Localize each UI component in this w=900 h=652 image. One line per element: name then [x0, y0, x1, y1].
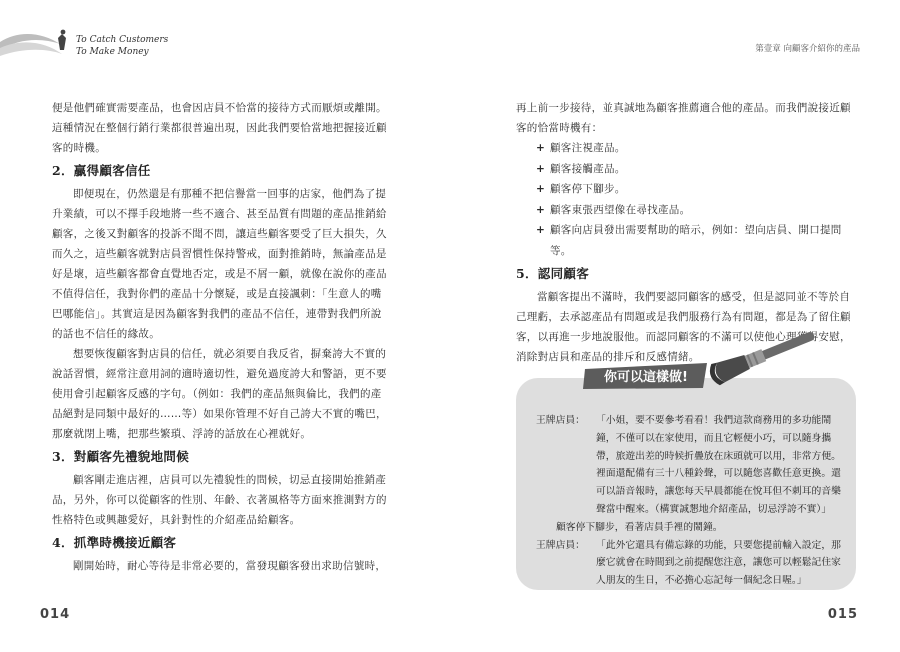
- section-title-4: 4．抓準時機接近顧客: [52, 535, 177, 550]
- list-item: + 顧客停下腳步。: [536, 179, 856, 200]
- brand-line-2: To Make Money: [76, 47, 149, 57]
- dialog-action: 顧客停下腳步，看著店員手裡的鬧鐘。: [556, 521, 723, 533]
- section-2-paragraph-2: 想要恢復顧客對店員的信任，就必須要自我反省，摒棄誇大不實的說話習慣，經常注意用詞的適時適切性，避免過度誇大和警語，更不要使用會引起顧客反感的字句。（例如：我們的產品無與倫比，我們的產品絕對是同類中最好的……等）如果你管理不好自己誇大不實的嘴巴，那麼就閉上嘴，把那些繁瑣、浮誇的話放在心裡就好。: [52, 348, 387, 440]
- swoosh-logo-icon: [0, 28, 80, 68]
- page-number-right: 015: [827, 607, 858, 622]
- brand-title: [76, 34, 168, 58]
- plus-icon: +: [536, 203, 546, 216]
- brand-line-1: To Catch Customers: [76, 35, 169, 45]
- speaker-label: 王牌店員：: [536, 415, 585, 426]
- plus-icon: +: [536, 142, 546, 154]
- section-3-paragraph-1: 顧客剛走進店裡，店員可以先禮貌性的問候，切忌直接開始推銷產品，另外，你可以從顧客的性別、年齡、衣著風格等方面來推測對方的性格特色或興趣愛好，具針對性的介紹產品給顧客。: [52, 474, 387, 526]
- right-page: [450, 0, 900, 652]
- tip-dialog: [536, 412, 841, 590]
- timing-list: [516, 138, 856, 261]
- plus-icon: +: [536, 162, 546, 175]
- section-title-3: 3．對顧客先禮貌地問候: [52, 449, 189, 464]
- chapter-header: 第壹章 向顧客介紹你的產品: [755, 44, 860, 54]
- section-title-5: 5．認同顧客: [516, 266, 589, 281]
- list-item: + 顧客接觸產品。: [536, 159, 856, 180]
- section-5-paragraph-1: 當顧客提出不滿時，我們要認同顧客的感受，但是認同並不等於自己理虧，去承認產品有問題或是我們服務行為有問題，都是為了留住顧客，以再進一步地說服他。而認同顧客的不滿可以使他心理獲得安慰，消除對店員和產品的排斥和反感情緒。: [516, 291, 851, 363]
- section-4-paragraph-1: 剛開始時，耐心等待是非常必要的，當發現顧客發出求助信號時，: [73, 560, 387, 572]
- plus-icon: +: [536, 183, 546, 195]
- page-number-left: 014: [40, 607, 71, 622]
- list-item: + 顧客向店員發出需要幫助的暗示，例如：望向店員、開口提問等。: [536, 220, 856, 261]
- right-page-content: [516, 98, 856, 367]
- list-item: + 顧客注視產品。: [536, 138, 856, 159]
- dialog-line-2: [536, 537, 841, 590]
- paintbrush-icon: [704, 329, 824, 393]
- dialog-text: 「此外它還具有備忘錄的功能，只要您提前輸入設定，那麼它就會在時間到之前提醒您注意，讓您可以輕鬆記住家人朋友的生日，不必擔心忘記每一個紀念日喔。」: [596, 539, 841, 587]
- speaker-label: 王牌店員：: [536, 539, 585, 551]
- plus-icon: +: [536, 224, 546, 236]
- tip-banner-text: 你可以這樣做!: [604, 370, 688, 385]
- left-page-content: [52, 98, 390, 576]
- intro-paragraph-right: 再上前一步接待，並真誠地為顧客推薦適合他的產品。而我們說接近顧客的恰當時機有：: [516, 102, 851, 134]
- tip-banner: [583, 361, 709, 391]
- dialog-line-1: [536, 412, 841, 519]
- section-title-2: 2．贏得顧客信任: [52, 163, 151, 178]
- intro-paragraph: 便是他們確實需要產品，也會因店員不恰當的接待方式而厭煩或離開。這種情況在整個行銷行業都很普遍出現，因此我們要恰當地把握接近顧客的時機。: [52, 102, 387, 154]
- dialog-text: 「小姐，要不要參考看看！我們這款商務用的多功能鬧鐘，不僅可以在家使用，而且它輕便小巧，可以隨身攜帶，旅遊出差的時候折疊放在床頭就可以用，非常方便。裡面還配備有三十八種鈴聲，可以隨您喜歡任意更換。還可以語音報時，讓您每天早晨都能在悅耳但不刺耳的音樂聲當中醒來。（構實誠懇地介紹產品，切忌浮誇不實）」: [596, 415, 841, 515]
- list-item: + 顧客東張西望像在尋找產品。: [536, 200, 856, 221]
- section-2-paragraph-1: 即便現在，仍然還是有那種不把信譽當一回事的店家，他們為了提升業績，可以不擇手段地將一些不適合、甚至品質有問題的產品推銷給顧客，之後又對顧客的投訴不聞不問，讓這些顧客要受了巨大損失，久而久之，這些顧客就對店員習慣性保持警戒，面對推銷時，無論產品是好是壞，這些顧客都會直覺地否定，或是不屑一顧，就像在說你的產品不值得信任，我對你們的產品十分懷疑，或是直接諷刺：「生意人的嘴巴哪能信」。其實這是因為顧客對我們的產品不信任，連帶對我們所說的話也不信任的緣故。: [52, 188, 387, 340]
